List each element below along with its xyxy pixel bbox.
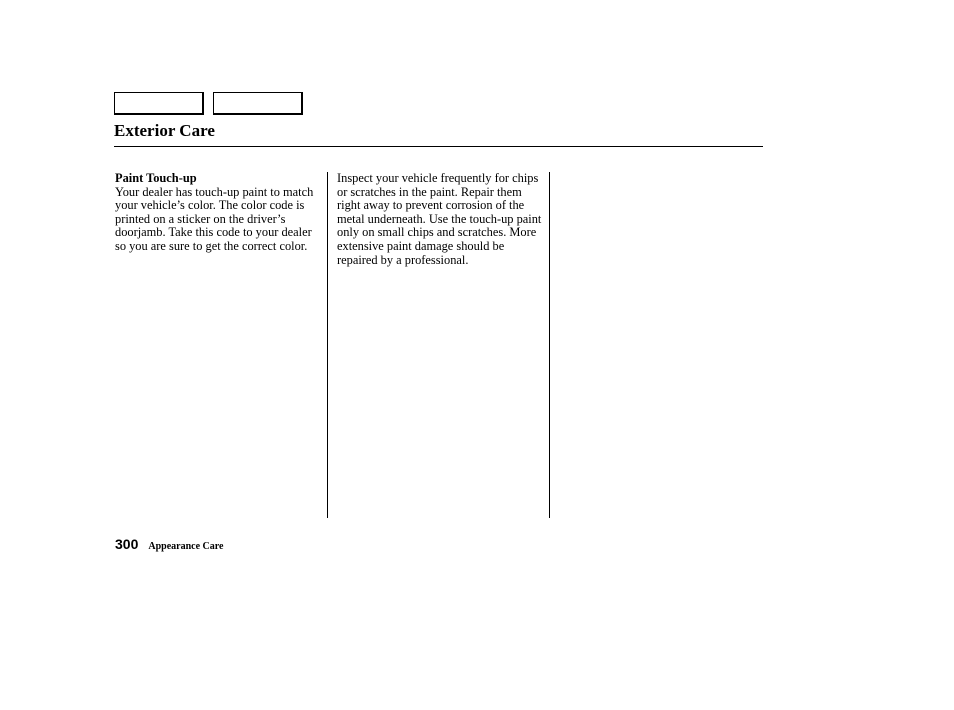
page-number: 300: [115, 536, 139, 552]
page-footer: [115, 536, 223, 554]
previous-page-button[interactable]: [114, 92, 204, 115]
section-heading: Paint Touch-up: [115, 171, 197, 185]
text-column-1: [115, 172, 323, 254]
column-divider: [327, 172, 328, 518]
column-divider: [549, 172, 550, 518]
page-title: Exterior Care: [114, 121, 215, 140]
footer-section-name: Appearance Care: [148, 541, 224, 552]
paragraph-paint-touch-up: Your dealer has touch-up paint to match your vehicle’s color. The color code is printed on a sticker on the driver’s doorjamb. Take this code to your dealer so you are sure to get the correct color.: [115, 184, 314, 253]
next-page-button[interactable]: [213, 92, 303, 115]
text-column-2: [337, 172, 543, 267]
paragraph-inspect-vehicle: Inspect your vehicle frequently for chips or scratches in the paint. Repair them right away to prevent corrosion of the metal underneath. Use the touch-up paint only on small chips and scratches. More extensive paint damage should be repaired by a professional.: [337, 171, 542, 267]
title-divider: [114, 146, 763, 147]
